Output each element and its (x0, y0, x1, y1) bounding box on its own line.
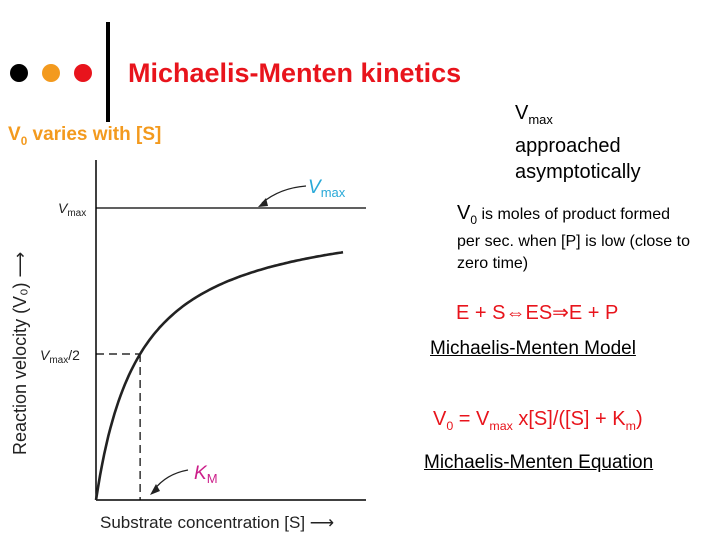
equation-label: Michaelis-Menten Equation (424, 452, 654, 473)
y-axis-label: Reaction velocity (V₀) ⟶ (10, 251, 30, 455)
slide-title: Michaelis-Menten kinetics (128, 58, 462, 88)
vmax-annotation: $V_{max}$ (308, 177, 346, 200)
v0-note: $V_0$ is moles of product formed per sec. when [P] is low (close to zero time) (457, 202, 690, 272)
model-label: Michaelis-Menten Model (430, 338, 636, 359)
reaction-scheme: E + S⇔ES⇒E + P (456, 302, 619, 324)
km-annotation-arrow (154, 470, 188, 490)
y-tick-label-half-vmax: $V_{max}/2$ (40, 347, 80, 366)
slide-subtitle: $V_0$ varies with [S] (8, 124, 162, 148)
x-axis-label: Substrate concentration [S] ⟶ (100, 513, 335, 532)
y-tick-label-vmax: $V_{max}$ (58, 200, 87, 219)
km-annotation: $K_M$ (194, 463, 218, 486)
michaelis-menten-equation: $V_0 = V_{max}$ $x[S]/([S] + K_m)$ (433, 408, 643, 433)
saturation-curve (96, 252, 343, 500)
vmax-annotation-arrow (262, 186, 306, 203)
vmax-note: $V_{max}$ approached asymptotically (515, 102, 641, 183)
